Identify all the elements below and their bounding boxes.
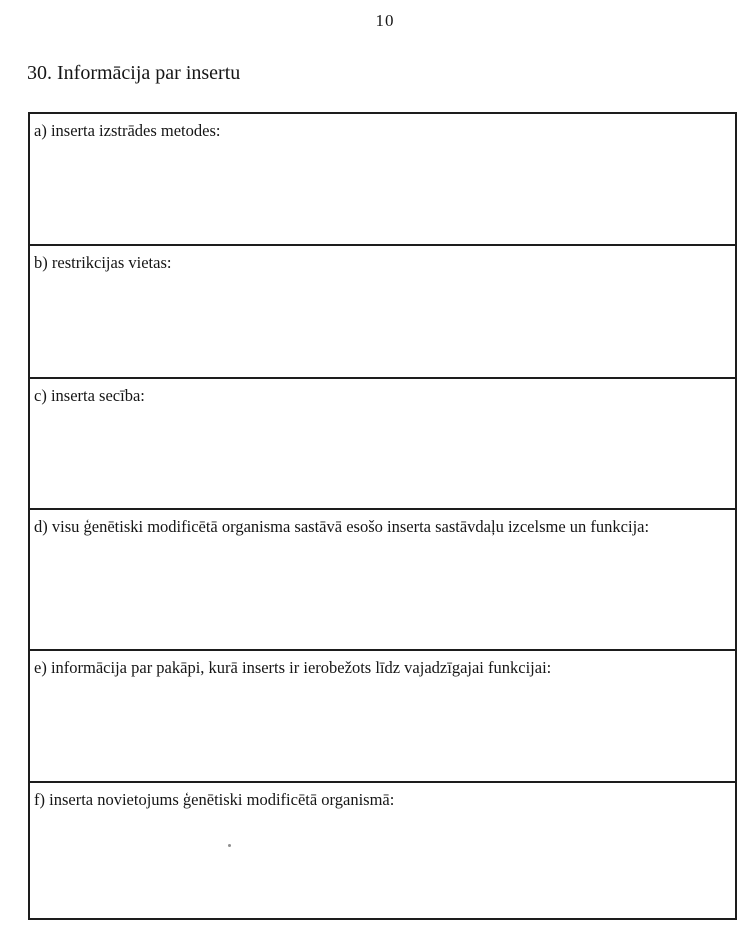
scan-artifact-dot	[228, 844, 231, 847]
page-number: 10	[375, 11, 395, 30]
field-label-c: c) inserta secība:	[34, 386, 145, 405]
field-row-f	[30, 783, 735, 918]
field-label-a: a) inserta izstrādes metodes:	[34, 121, 221, 140]
field-label-d: d) visu ģenētiski modificētā organisma sastāvā esošo inserta sastāvdaļu izcelsme un funkcija:	[34, 517, 650, 536]
insert-info-table	[28, 112, 737, 920]
field-row-c	[30, 379, 735, 510]
field-row-a	[30, 114, 735, 246]
field-label-b: b) restrikcijas vietas:	[34, 253, 172, 272]
field-label-e: e) informācija par pakāpi, kurā inserts ir ierobežots līdz vajadzīgajai funkcijai:	[34, 658, 552, 677]
field-label-f: f) inserta novietojums ģenētiski modificētā organismā:	[34, 790, 395, 809]
field-row-d	[30, 510, 735, 651]
field-row-b	[30, 246, 735, 379]
field-row-e	[30, 651, 735, 783]
section-heading: 30. Informācija par insertu	[27, 62, 241, 84]
